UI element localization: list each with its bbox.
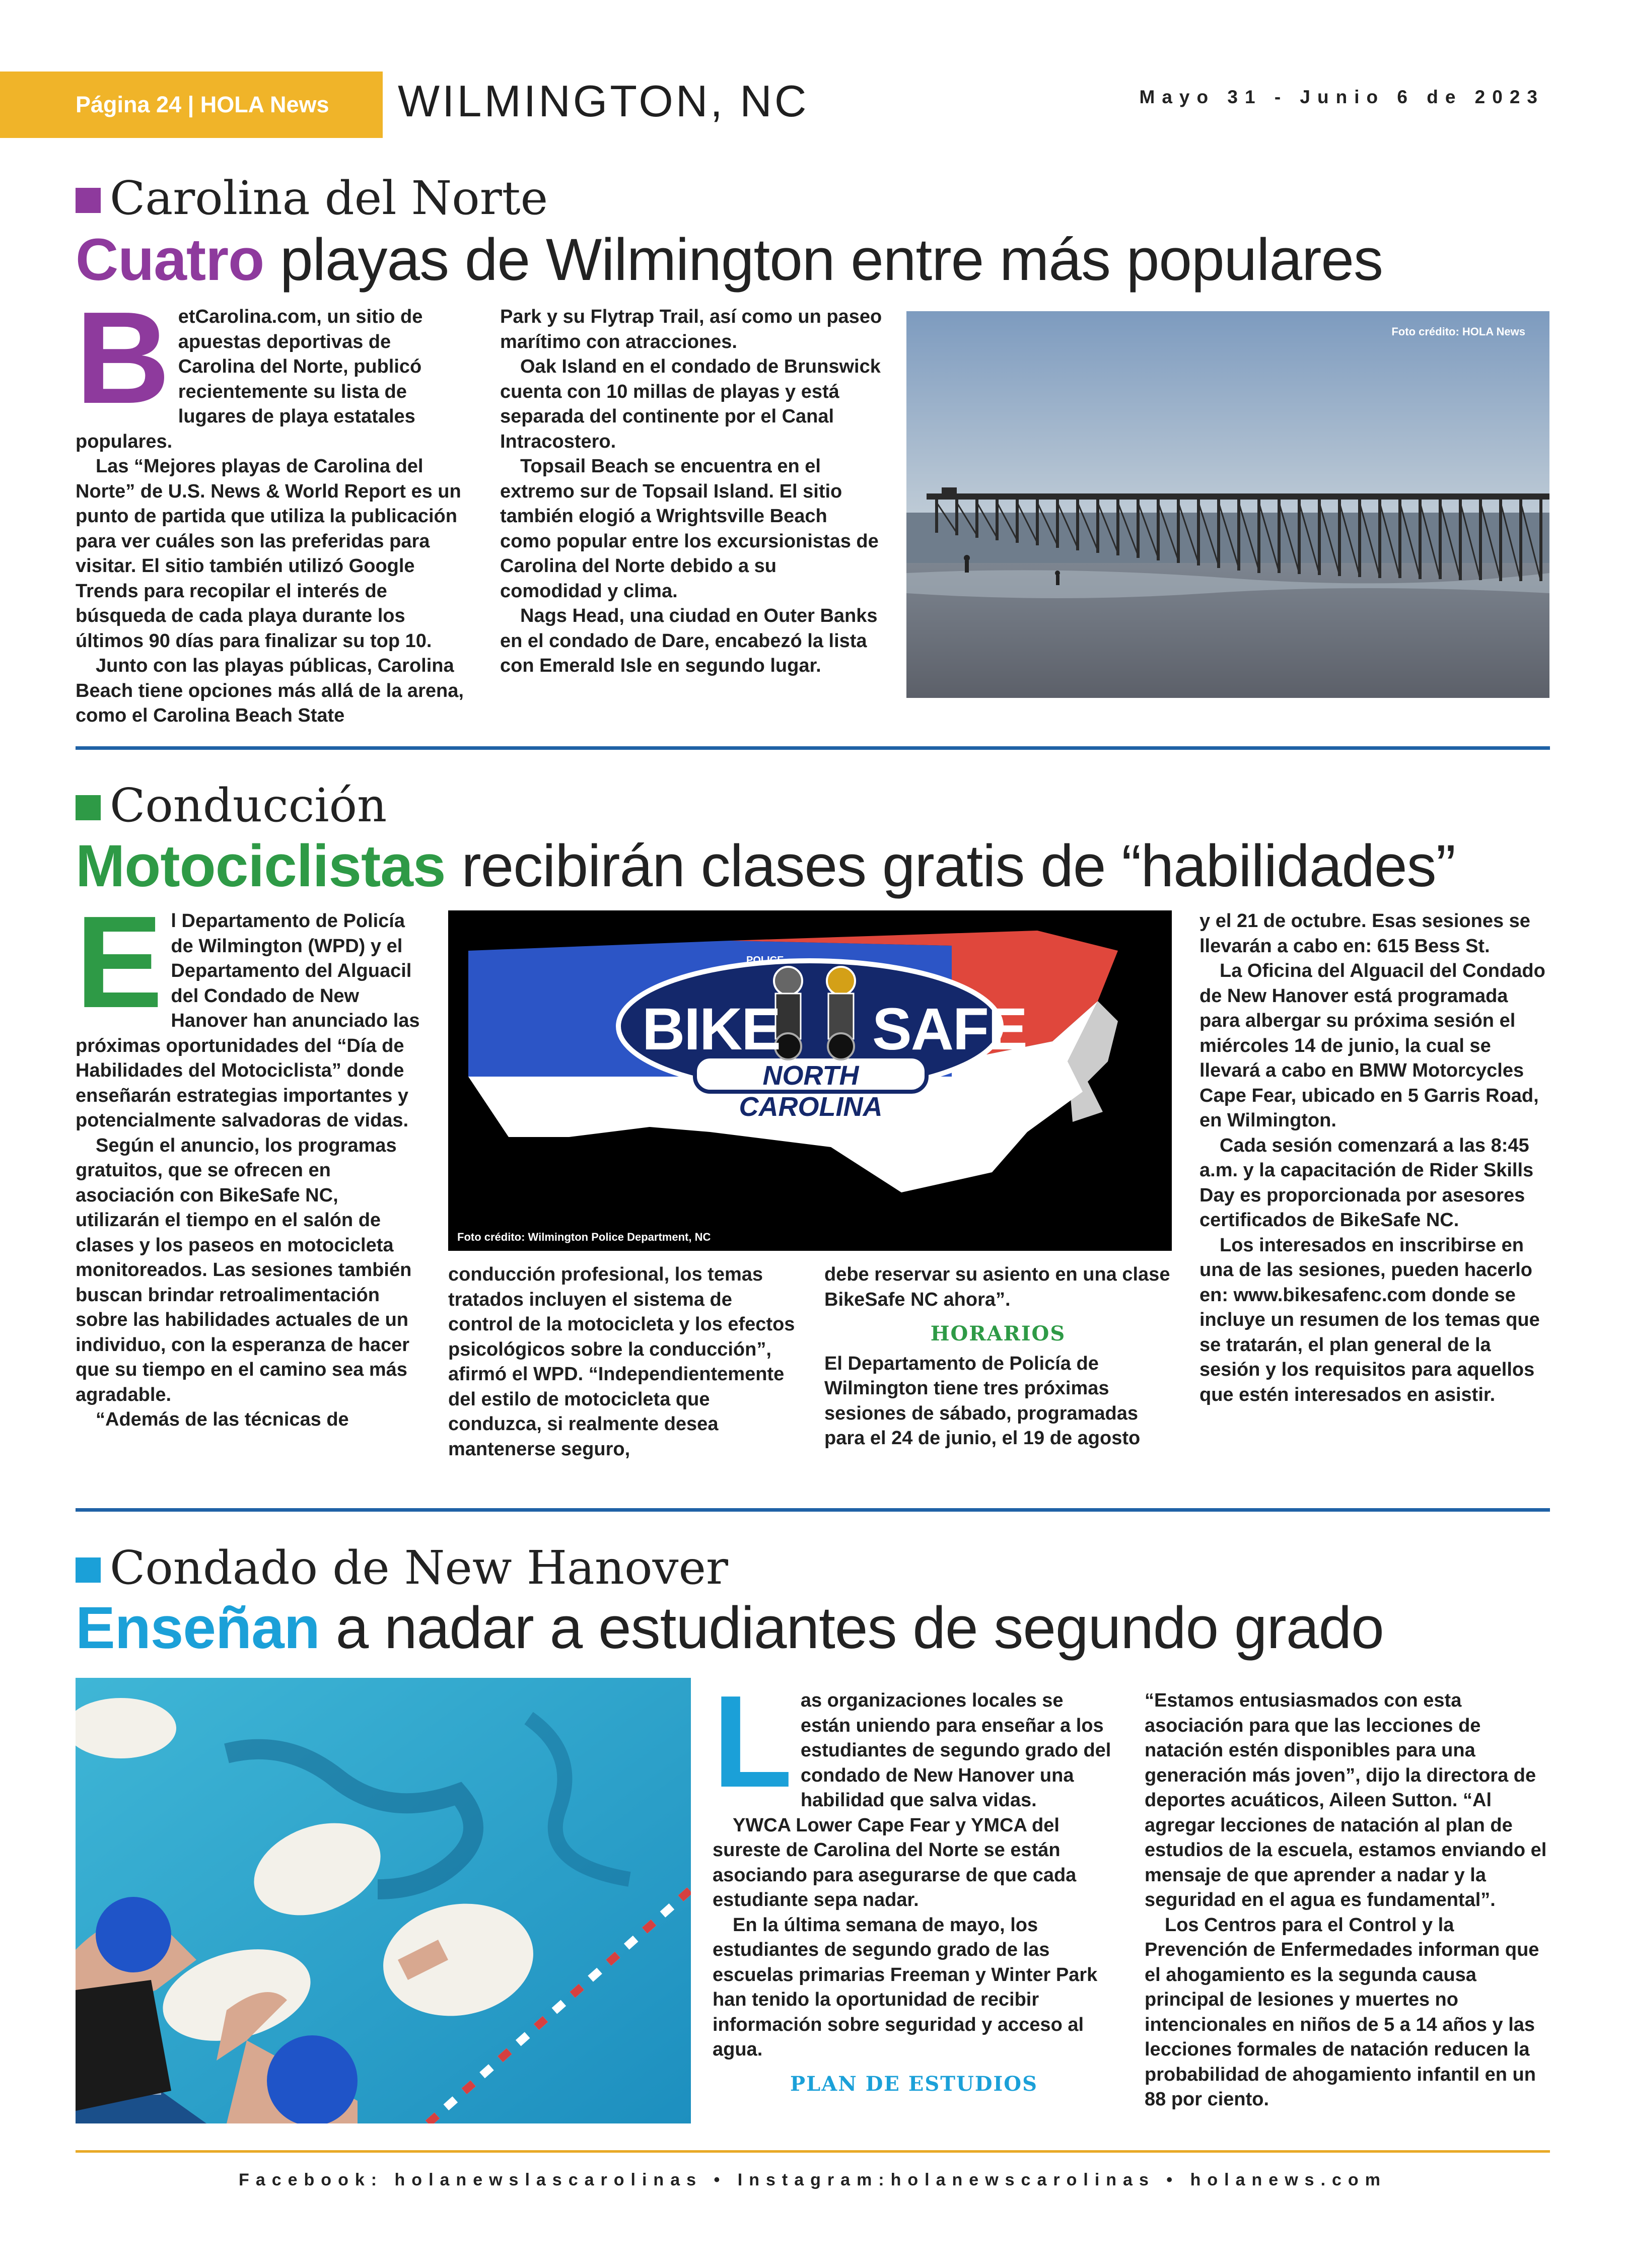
paragraph: Park y su Flytrap Trail, así como un paseo marítimo con atracciones. <box>500 306 882 352</box>
logo-bike-text: BIKE <box>642 996 780 1062</box>
photo-credit: Foto crédito: HOLA News <box>1391 325 1525 338</box>
paragraph: YWCA Lower Cape Fear y YMCA del sureste de Carolina del Norte se están asociando para asegurarse de que cada estudiante sepa nadar. <box>713 1814 1077 1910</box>
section-divider <box>76 746 1550 750</box>
headline-bold-word: Enseñan <box>76 1595 320 1661</box>
page-number-label: Página 24 | HOLA News <box>76 92 329 117</box>
drop-cap: E <box>76 889 163 1035</box>
beach-pier-illustration <box>906 311 1549 698</box>
section3-column-2 <box>1145 1688 1549 2112</box>
paragraph: El Departamento de Policía de Wilmington tiene tres próximas sesiones de sábado, programadas para el 24 de junio, el 19 de agosto <box>824 1353 1141 1449</box>
city-label: WILMINGTON, NC <box>398 76 809 126</box>
plan-de-estudios-subhead: PLAN DE ESTUDIOS <box>790 2072 1038 2096</box>
section2-kicker: Conducción <box>76 778 387 832</box>
footer-social-links: Facebook: holanewslascarolinas • Instagram:holanewscarolinas • holanews.com <box>239 2170 1387 2189</box>
paragraph: l Departamento de Policía de Wilmington (WPD) y el Departamento del Alguacil del Condado de New Hanover han anunciado las próximas oportunidades del “Día de Habilidades del Motociclista” donde enseñarán estrategias importantes y potencialmente salvadoras de vidas. <box>76 910 420 1131</box>
swimming-pool-photo <box>76 1678 691 2123</box>
square-bullet-icon <box>76 188 101 213</box>
paragraph: “Además de las técnicas de <box>96 1409 349 1430</box>
section3-kicker: Condado de New Hanover <box>76 1541 728 1595</box>
bikesafe-logo-photo <box>448 910 1172 1251</box>
square-bullet-icon <box>76 795 101 820</box>
horarios-subhead: HORARIOS <box>930 1322 1066 1345</box>
pool-illustration <box>76 1678 691 2123</box>
paragraph: conducción profesional, los temas tratados incluyen el sistema de control de la motocicleta y los efectos psicológicos sobre la conducción”, afirmó el WPD. “Independientemente del estilo de motocicleta que conduzca, si realmente desea mantenerse seguro, <box>448 1264 795 1460</box>
paragraph: etCarolina.com, un sitio de apuestas deportivas de Carolina del Norte, publicó recientemente su lista de lugares de playa estatales populares. <box>76 306 423 452</box>
square-bullet-icon <box>76 1557 101 1583</box>
headline-bold-word: Motociclistas <box>76 833 446 899</box>
section2-column-3 <box>824 1262 1172 1451</box>
paragraph: Topsail Beach se encuentra en el extremo sur de Topsail Island. El sitio también elogió a Wrightsville Beach como popular entre los excursionistas de Carolina del Norte debido a su comodidad y clima. <box>500 456 879 602</box>
paragraph: Según el anuncio, los programas gratuitos, que se ofrecen en asociación con BikeSafe NC, utilizarán el tiempo en el salón de clases y los paseos en motocicleta monitoreados. Las sesiones también buscan brindar retroalimentación sobre las habilidades actuales de un individuo, con la esperanza de hacer que su tiempo en el camino sea más agradable. <box>76 1135 412 1405</box>
police-label: POLICE <box>746 955 784 966</box>
paragraph: En la última semana de mayo, los estudiantes de segundo grado de las escuelas primarias Freeman y Winter Park han tenido la oportunidad de recibir información sobre seguridad y acceso al agua. <box>713 1914 1098 2060</box>
section1-headline <box>76 226 1383 294</box>
issue-date: Mayo 31 - Junio 6 de 2023 <box>1139 87 1544 107</box>
headline-bold-word: Cuatro <box>76 227 264 293</box>
section1-kicker: Carolina del Norte <box>76 171 548 225</box>
headline-rest: a nadar a estudiantes de segundo grado <box>319 1595 1384 1661</box>
paragraph: Los Centros para el Control y la Prevención de Enfermedades informan que el ahogamiento es la segunda causa principal de lesiones y muertes no intencionales en niños de 5 a 14 años y las lecciones formales de natación reducen la probabilidad de ahogamiento infantil en un 88 por ciento. <box>1145 1914 1539 2110</box>
headline-rest: recibirán clases gratis de “habilidades” <box>445 833 1455 899</box>
paragraph: La Oficina del Alguacil del Condado de New Hanover está programada para albergar su próxima sesión el miércoles 14 de junio, la cual se llevará a cabo en BMW Motorcycles Cape Fear, ubicado en 5 Garris Road, en Wilmington. <box>1199 960 1545 1131</box>
paragraph: Junto con las playas públicas, Carolina Beach tiene opciones más allá de la arena, como el Carolina Beach State <box>76 655 464 726</box>
paragraph: y el 21 de octubre. Esas sesiones se llevarán a cabo en: 615 Bess St. <box>1199 910 1530 957</box>
paragraph: Los interesados en inscribirse en una de las sesiones, pueden hacerlo en: www.bikesafenc.com donde se incluye un resumen de los temas que se tratarán, el plan general de la sesión y los requisitos para aquellos que estén interesados en asistir. <box>1199 1234 1540 1405</box>
paragraph: Las “Mejores playas de Carolina del Norte” de U.S. News & World Report es un punto de partida que utiliza la publicación para ver cuáles son las preferidas para visitar. El sitio también utilizó Google Trends para recopilar el interés de búsqueda de cada playa durante los últimos 90 días para finalizar su top 10. <box>76 456 461 652</box>
section3-column-1 <box>713 1669 1115 2101</box>
section1-column-2 <box>500 305 883 679</box>
section3-headline <box>76 1594 1384 1662</box>
section2-column-2 <box>448 1262 796 1462</box>
paragraph: Nags Head, una ciudad en Outer Banks en el condado de Dare, encabezó la lista con Emerald Isle en segundo lugar. <box>500 605 878 676</box>
paragraph: Cada sesión comenzará a las 8:45 a.m. y la capacitación de Rider Skills Day es proporcionada por asesores certificados de BikeSafe NC. <box>1199 1135 1534 1231</box>
section1-column-1 <box>76 285 466 729</box>
page-tab <box>0 72 383 138</box>
footer-divider <box>76 2150 1550 2153</box>
logo-nc-text: NORTH CAROLINA <box>739 1060 883 1122</box>
drop-cap: B <box>76 285 170 431</box>
drop-cap: L <box>713 1669 793 1815</box>
headline-rest: playas de Wilmington entre más populares <box>264 227 1383 293</box>
logo-safe-text: SAFE <box>872 996 1027 1062</box>
beach-pier-photo <box>906 311 1549 698</box>
section2-column-1 <box>76 889 423 1433</box>
photo-credit: Foto crédito: Wilmington Police Department, NC <box>457 1231 711 1243</box>
paragraph: Oak Island en el condado de Brunswick cuenta con 10 millas de playas y está separada del continente por el Canal Intracostero. <box>500 356 881 452</box>
paragraph: debe reservar su asiento en una clase BikeSafe NC ahora”. <box>824 1264 1170 1310</box>
section2-column-4 <box>1199 909 1549 1407</box>
section2-headline <box>76 832 1455 900</box>
paragraph: “Estamos entusiasmados con esta asociación para que las lecciones de natación estén disponibles para una generación más joven”, dijo la directora de deportes acuáticos, Aileen Sutton. “Al agregar lecciones de natación al plan de estudios de la escuela, estamos enviando el mensaje de que aprender a nadar y la seguridad en el agua es fundamental”. <box>1145 1690 1547 1910</box>
section-divider <box>76 1508 1550 1512</box>
paragraph: as organizaciones locales se están uniendo para enseñar a los estudiantes de segundo grado del condado de New Hanover una habilidad que salva vidas. <box>800 1690 1111 1811</box>
